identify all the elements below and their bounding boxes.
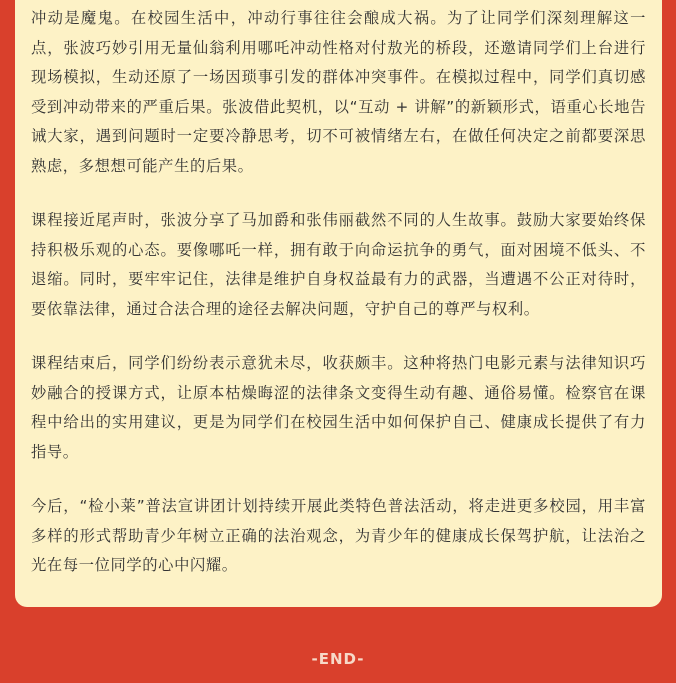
article-card: [15, 0, 662, 607]
article-paragraph: 课程结束后，同学们纷纷表示意犹未尽，收获颇丰。这种将热门电影元素与法律知识巧妙融合的授课方式，让原本枯燥晦涩的法律条文变得生动有趣、通俗易懂。检察官在课程中给出的实用建议，更是为同学们在校园生活中如何保护自己、健康成长提供了有力指导。: [31, 354, 646, 461]
article-paragraph: 今后，“检小莱”普法宣讲团计划持续开展此类特色普法活动，将走进更多校园，用丰富多样的形式帮助青少年树立正确的法治观念，为青少年的健康成长保驾护航，让法治之光在每一位同学的心中闪耀。: [31, 497, 646, 574]
article-paragraph: 冲动是魔鬼。在校园生活中，冲动行事往往会酿成大祸。为了让同学们深刻理解这一点，张波巧妙引用无量仙翁利用哪吒冲动性格对付敖光的桥段，还邀请同学们上台进行现场模拟，生动还原了一场因琐事引发的群体冲突事件。在模拟过程中，同学们真切感受到冲动带来的严重后果。张波借此契机，以“互动 + 讲解”的新颖形式，语重心长地告诫大家，遇到问题时一定要冷静思考，切不可被情绪左右，在做任何决定之前都要深思熟虑，多想想可能产生的后果。: [31, 9, 646, 175]
article-paragraph: 课程接近尾声时，张波分享了马加爵和张伟丽截然不同的人生故事。鼓励大家要始终保持积极乐观的心态。要像哪吒一样，拥有敢于向命运抗争的勇气，面对困境不低头、不退缩。同时，要牢牢记住，法律是维护自身权益最有力的武器，当遭遇不公正对待时，要依靠法律，通过合法合理的途径去解决问题，守护自己的尊严与权利。: [31, 211, 646, 318]
end-mark: -END-: [311, 650, 365, 668]
